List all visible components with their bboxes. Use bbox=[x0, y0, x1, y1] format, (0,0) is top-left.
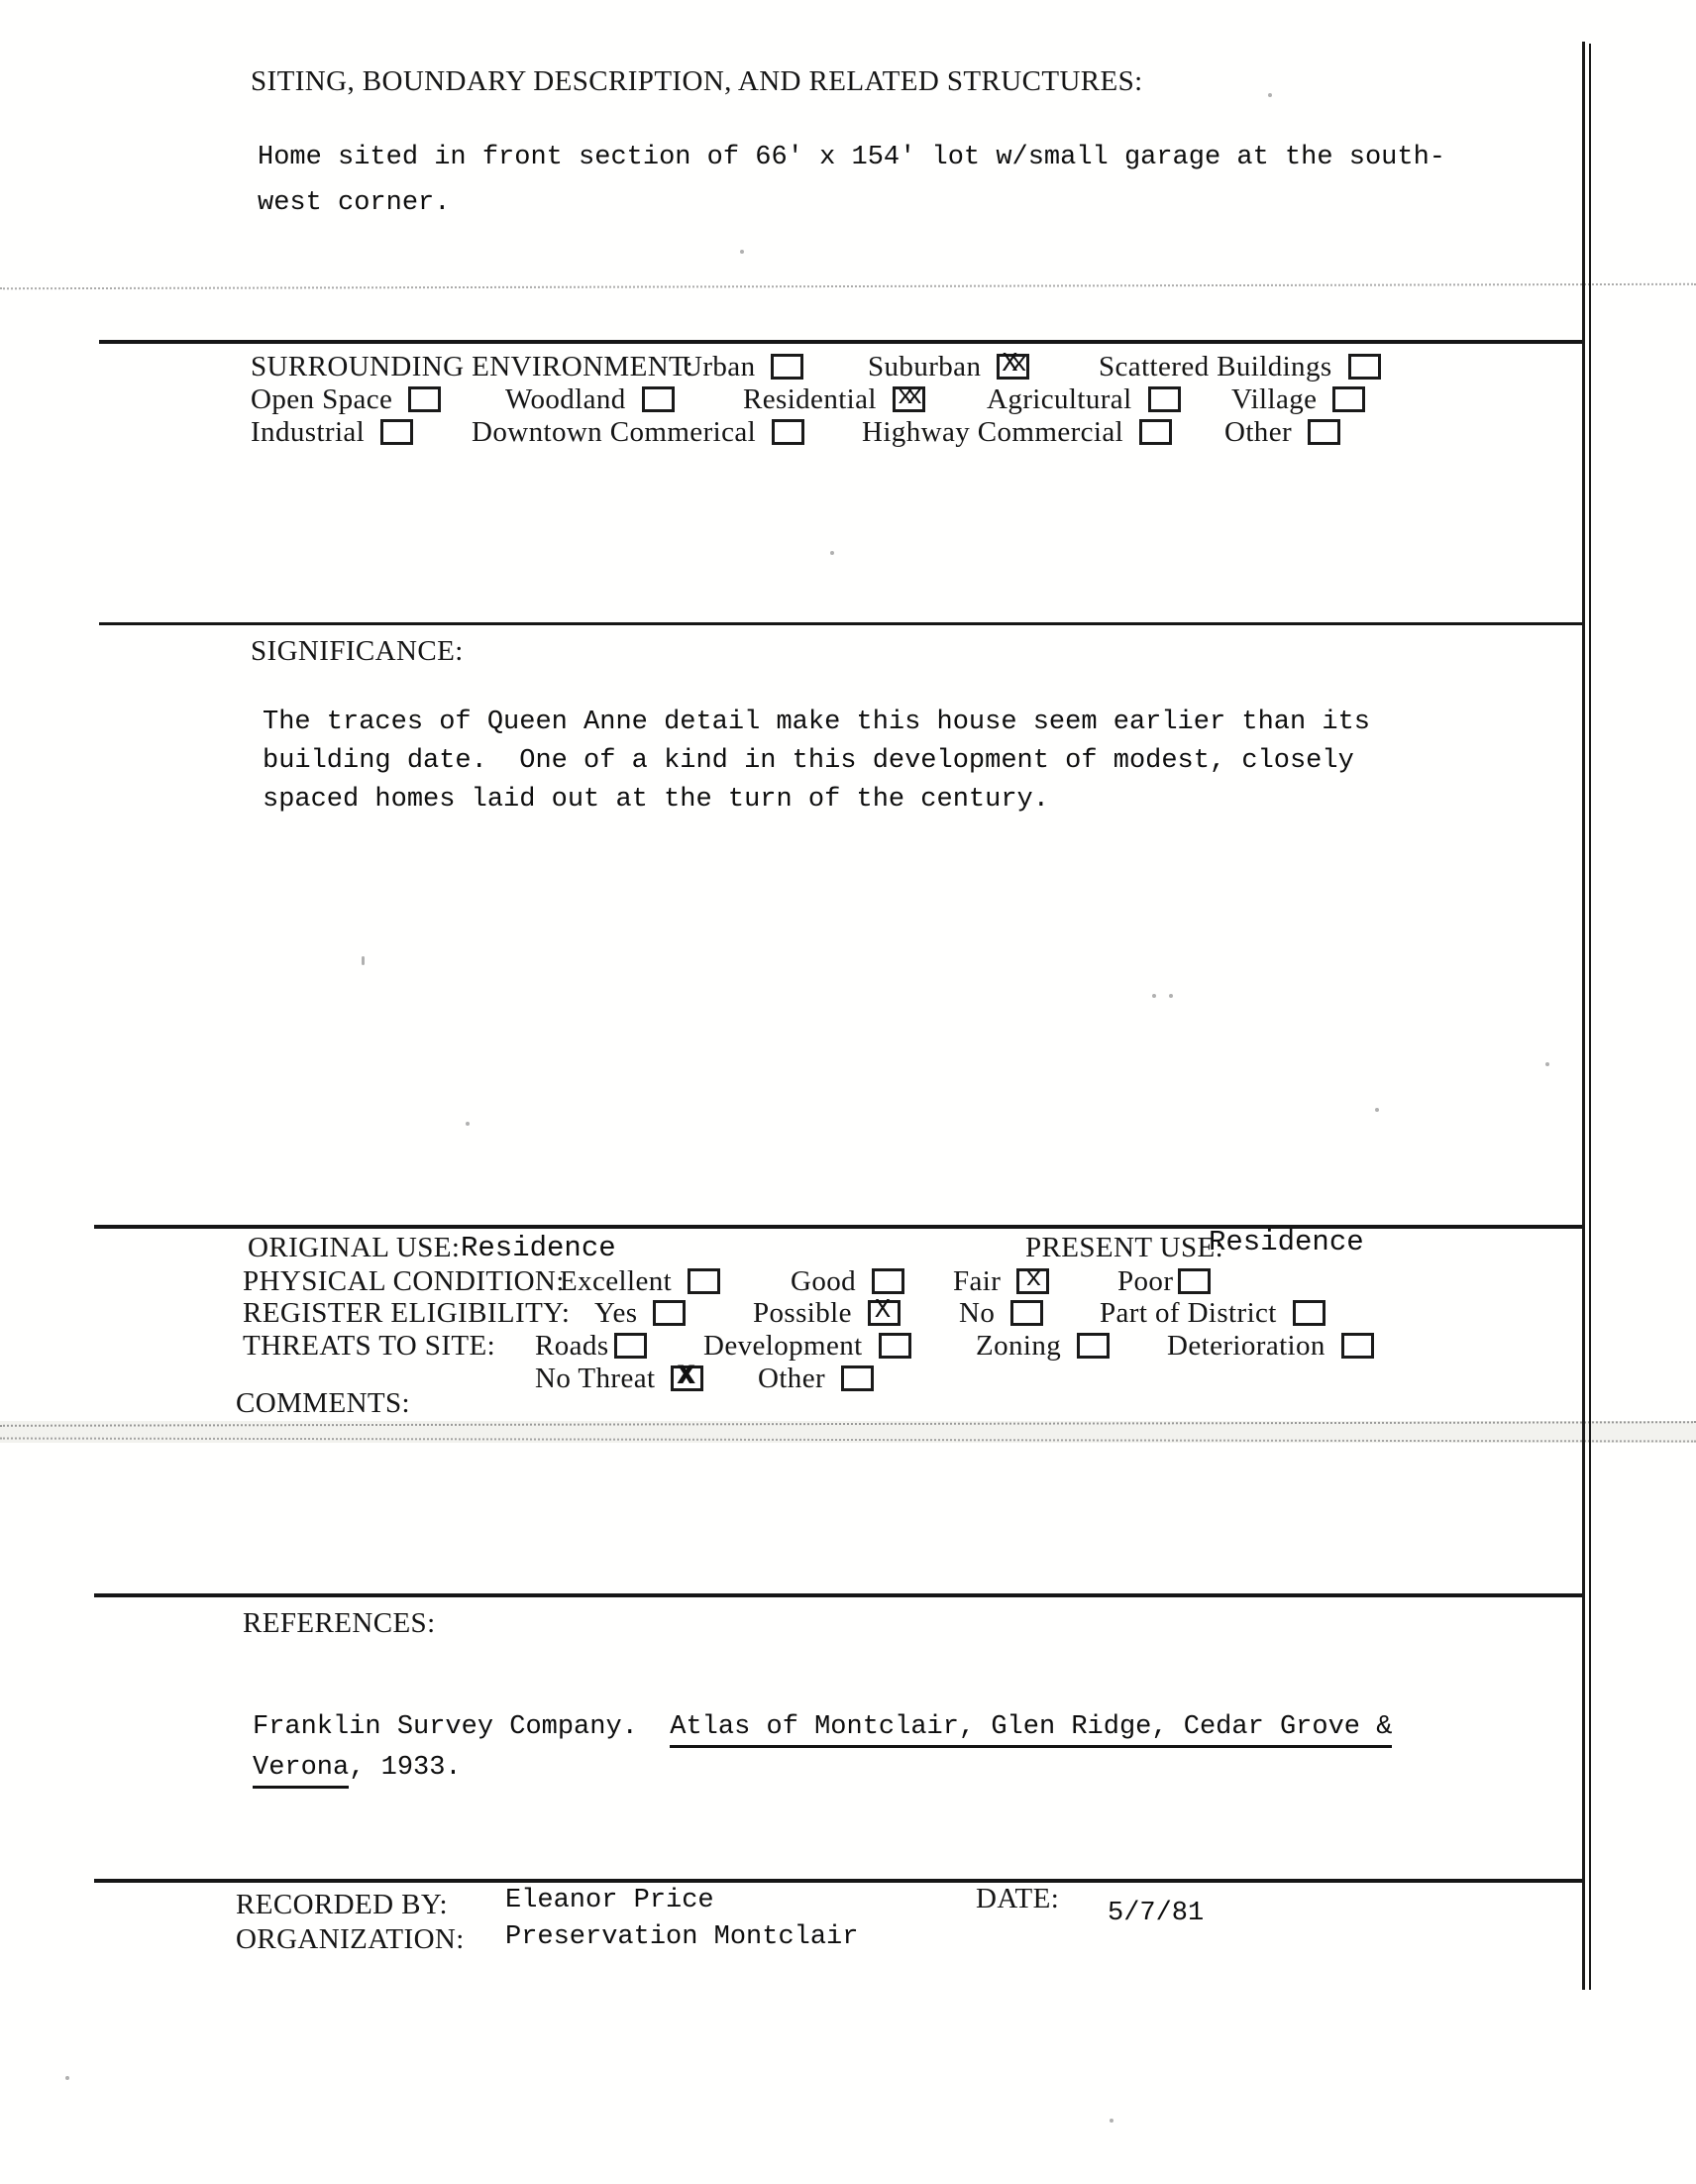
option-label: Woodland bbox=[505, 382, 626, 415]
references-heading: REFERENCES: bbox=[243, 1607, 436, 1639]
reference-title-line1: Atlas of Montclair, Glen Ridge, Cedar Grove & bbox=[670, 1712, 1392, 1748]
organization-value: Preservation Montclair bbox=[505, 1922, 859, 1952]
checkbox-mark: xx bbox=[897, 382, 916, 412]
option-label: Urban bbox=[682, 350, 756, 382]
option-label: Downtown Commerical bbox=[472, 415, 757, 448]
scan-speck bbox=[1545, 1062, 1549, 1066]
option-label: Suburban bbox=[868, 350, 982, 382]
option-fair bbox=[953, 1263, 1049, 1299]
option-label: Deterioration bbox=[1167, 1329, 1325, 1362]
checkbox-other-threat[interactable] bbox=[841, 1365, 874, 1391]
scan-speck bbox=[1152, 994, 1156, 998]
checkbox-good[interactable] bbox=[872, 1268, 904, 1294]
option-label: Residential bbox=[743, 382, 877, 415]
checkbox-agricultural[interactable] bbox=[1148, 386, 1181, 412]
recorded-by-label: RECORDED BY: bbox=[236, 1889, 449, 1920]
comments-label: COMMENTS: bbox=[236, 1387, 411, 1419]
option-label: Zoning bbox=[976, 1329, 1062, 1362]
scan-speck bbox=[1375, 1108, 1379, 1112]
recorded-by-value: Eleanor Price bbox=[505, 1886, 714, 1915]
option-label: Excellent bbox=[560, 1264, 673, 1297]
option-other-threat bbox=[758, 1361, 874, 1396]
option-label: Yes bbox=[594, 1296, 638, 1329]
checkbox-excellent[interactable] bbox=[688, 1268, 720, 1294]
option-label: Village bbox=[1231, 382, 1318, 415]
section-rule-significance bbox=[99, 622, 1582, 625]
checkbox-mark: x bbox=[1025, 1264, 1042, 1294]
checkbox-industrial[interactable] bbox=[380, 419, 413, 445]
option-downtown-commerical bbox=[472, 414, 804, 450]
option-label: Possible bbox=[753, 1296, 852, 1329]
option-development bbox=[703, 1328, 911, 1364]
option-label: Part of District bbox=[1100, 1296, 1277, 1329]
option-label: Scattered Buildings bbox=[1099, 350, 1332, 382]
checkbox-development[interactable] bbox=[879, 1333, 911, 1359]
option-label: Poor bbox=[1117, 1264, 1174, 1297]
option-label: Roads bbox=[535, 1329, 609, 1362]
date-value: 5/7/81 bbox=[1108, 1899, 1205, 1928]
checkbox-suburban[interactable] bbox=[997, 350, 1029, 380]
scan-speck bbox=[1169, 994, 1173, 998]
physical-condition-label: PHYSICAL CONDITION: bbox=[243, 1264, 565, 1297]
checkbox-no[interactable] bbox=[1010, 1300, 1043, 1326]
option-label: Fair bbox=[953, 1264, 1002, 1297]
right-margin-rule-1 bbox=[1582, 42, 1585, 1990]
organization-label: ORGANIZATION: bbox=[236, 1923, 465, 1955]
option-village bbox=[1231, 382, 1365, 417]
checkbox-no-threat[interactable] bbox=[671, 1362, 703, 1392]
environment-heading: SURROUNDING ENVIRONMENT: bbox=[251, 350, 694, 382]
significance-line2: building date. One of a kind in this development of modest, closely bbox=[263, 746, 1354, 776]
section-rule-references bbox=[94, 1593, 1582, 1597]
reference-author: Franklin Survey Company. bbox=[253, 1712, 638, 1742]
checkbox-scattered-buildings[interactable] bbox=[1348, 354, 1381, 380]
right-margin-rule-2 bbox=[1589, 44, 1591, 1990]
use-row bbox=[0, 1226, 1696, 1267]
option-possible bbox=[753, 1295, 901, 1331]
environment-row-3 bbox=[0, 414, 1696, 450]
option-agricultural bbox=[987, 382, 1181, 417]
checkbox-downtown-commerical[interactable] bbox=[772, 419, 804, 445]
option-label: Open Space bbox=[251, 382, 393, 415]
option-urban bbox=[682, 349, 803, 384]
option-poor bbox=[1117, 1263, 1211, 1299]
checkbox-mark: X bbox=[874, 1296, 892, 1326]
option-label: No bbox=[959, 1296, 996, 1329]
checkbox-village[interactable] bbox=[1332, 386, 1365, 412]
option-label: Highway Commercial bbox=[862, 415, 1124, 448]
scan-speck bbox=[362, 956, 365, 965]
checkbox-woodland[interactable] bbox=[642, 386, 675, 412]
significance-line3: spaced homes laid out at the turn of the century. bbox=[263, 785, 1049, 815]
checkbox-zoning[interactable] bbox=[1077, 1333, 1110, 1359]
threats-label: THREATS TO SITE: bbox=[243, 1329, 496, 1362]
option-no bbox=[959, 1295, 1043, 1331]
option-suburban bbox=[868, 349, 1029, 384]
threats-row-1 bbox=[0, 1328, 1696, 1364]
checkbox-fair[interactable] bbox=[1016, 1264, 1049, 1294]
option-part-of-district bbox=[1100, 1295, 1325, 1331]
scan-speck bbox=[65, 2076, 69, 2080]
significance-heading: SIGNIFICANCE: bbox=[251, 635, 464, 667]
checkbox-yes[interactable] bbox=[653, 1300, 686, 1326]
option-label: Good bbox=[791, 1264, 857, 1297]
option-yes bbox=[594, 1295, 686, 1331]
environment-row-2 bbox=[0, 382, 1696, 417]
checkbox-possible[interactable] bbox=[868, 1296, 901, 1326]
checkbox-mark: Xx bbox=[1002, 350, 1020, 380]
register-eligibility-label: REGISTER ELIGIBILITY: bbox=[243, 1296, 571, 1329]
scan-speck bbox=[1268, 93, 1272, 97]
scan-speck bbox=[1110, 2119, 1113, 2123]
option-excellent bbox=[560, 1263, 720, 1299]
option-residential bbox=[743, 382, 925, 417]
option-label: Development bbox=[703, 1329, 863, 1362]
option-zoning bbox=[976, 1328, 1110, 1364]
siting-text-line2: west corner. bbox=[258, 188, 451, 218]
checkbox-other-environment[interactable] bbox=[1308, 419, 1340, 445]
checkbox-highway-commercial[interactable] bbox=[1139, 419, 1172, 445]
scan-speck bbox=[740, 250, 744, 254]
option-label: No Threat bbox=[535, 1362, 656, 1394]
option-no-threat bbox=[535, 1361, 703, 1396]
siting-heading: SITING, BOUNDARY DESCRIPTION, AND RELATED STRUCTURES: bbox=[251, 65, 1143, 97]
reference-title-line2: Verona bbox=[253, 1753, 349, 1789]
checkbox-poor[interactable] bbox=[1178, 1268, 1211, 1294]
scan-speck bbox=[466, 1122, 470, 1126]
option-highway-commercial bbox=[862, 414, 1172, 450]
reference-entry-line1 bbox=[253, 1712, 1392, 1742]
environment-row-1 bbox=[0, 349, 1696, 384]
section-rule-footer bbox=[94, 1879, 1582, 1883]
physical-condition-row bbox=[0, 1263, 1696, 1299]
option-good bbox=[791, 1263, 904, 1299]
option-industrial bbox=[251, 414, 413, 450]
original-use-value: Residence bbox=[461, 1232, 616, 1264]
present-use-label: PRESENT USE: bbox=[1025, 1232, 1224, 1263]
option-other-environment bbox=[1224, 414, 1340, 450]
option-woodland bbox=[505, 382, 675, 417]
option-open-space bbox=[251, 382, 441, 417]
scan-speck bbox=[830, 551, 834, 555]
reference-entry-line2 bbox=[253, 1753, 462, 1783]
present-use-value: Residence bbox=[1209, 1226, 1364, 1258]
date-label: DATE: bbox=[976, 1883, 1060, 1914]
register-eligibility-row bbox=[0, 1295, 1696, 1331]
significance-line1: The traces of Queen Anne detail make this house seem earlier than its bbox=[263, 708, 1370, 737]
dotted-divider-top bbox=[0, 283, 1696, 289]
option-roads bbox=[535, 1328, 647, 1364]
original-use-label: ORIGINAL USE: bbox=[248, 1232, 461, 1263]
option-label: Other bbox=[758, 1362, 826, 1394]
checkbox-deterioration[interactable] bbox=[1341, 1333, 1374, 1359]
checkbox-roads[interactable] bbox=[614, 1333, 647, 1359]
checkbox-mark: X bbox=[677, 1362, 688, 1392]
checkbox-urban[interactable] bbox=[771, 354, 803, 380]
option-label: Industrial bbox=[251, 415, 366, 448]
option-label: Other bbox=[1224, 415, 1293, 448]
option-label: Agricultural bbox=[987, 382, 1132, 415]
option-deterioration bbox=[1167, 1328, 1374, 1364]
checkbox-open-space[interactable] bbox=[408, 386, 441, 412]
option-scattered-buildings bbox=[1099, 349, 1381, 384]
checkbox-residential[interactable] bbox=[893, 382, 925, 412]
reference-suffix: , 1933. bbox=[349, 1753, 462, 1783]
siting-text-line1: Home sited in front section of 66' x 154' lot w/small garage at the south- bbox=[258, 143, 1445, 172]
section-rule-environment bbox=[99, 340, 1582, 344]
checkbox-part-of-district[interactable] bbox=[1293, 1300, 1325, 1326]
